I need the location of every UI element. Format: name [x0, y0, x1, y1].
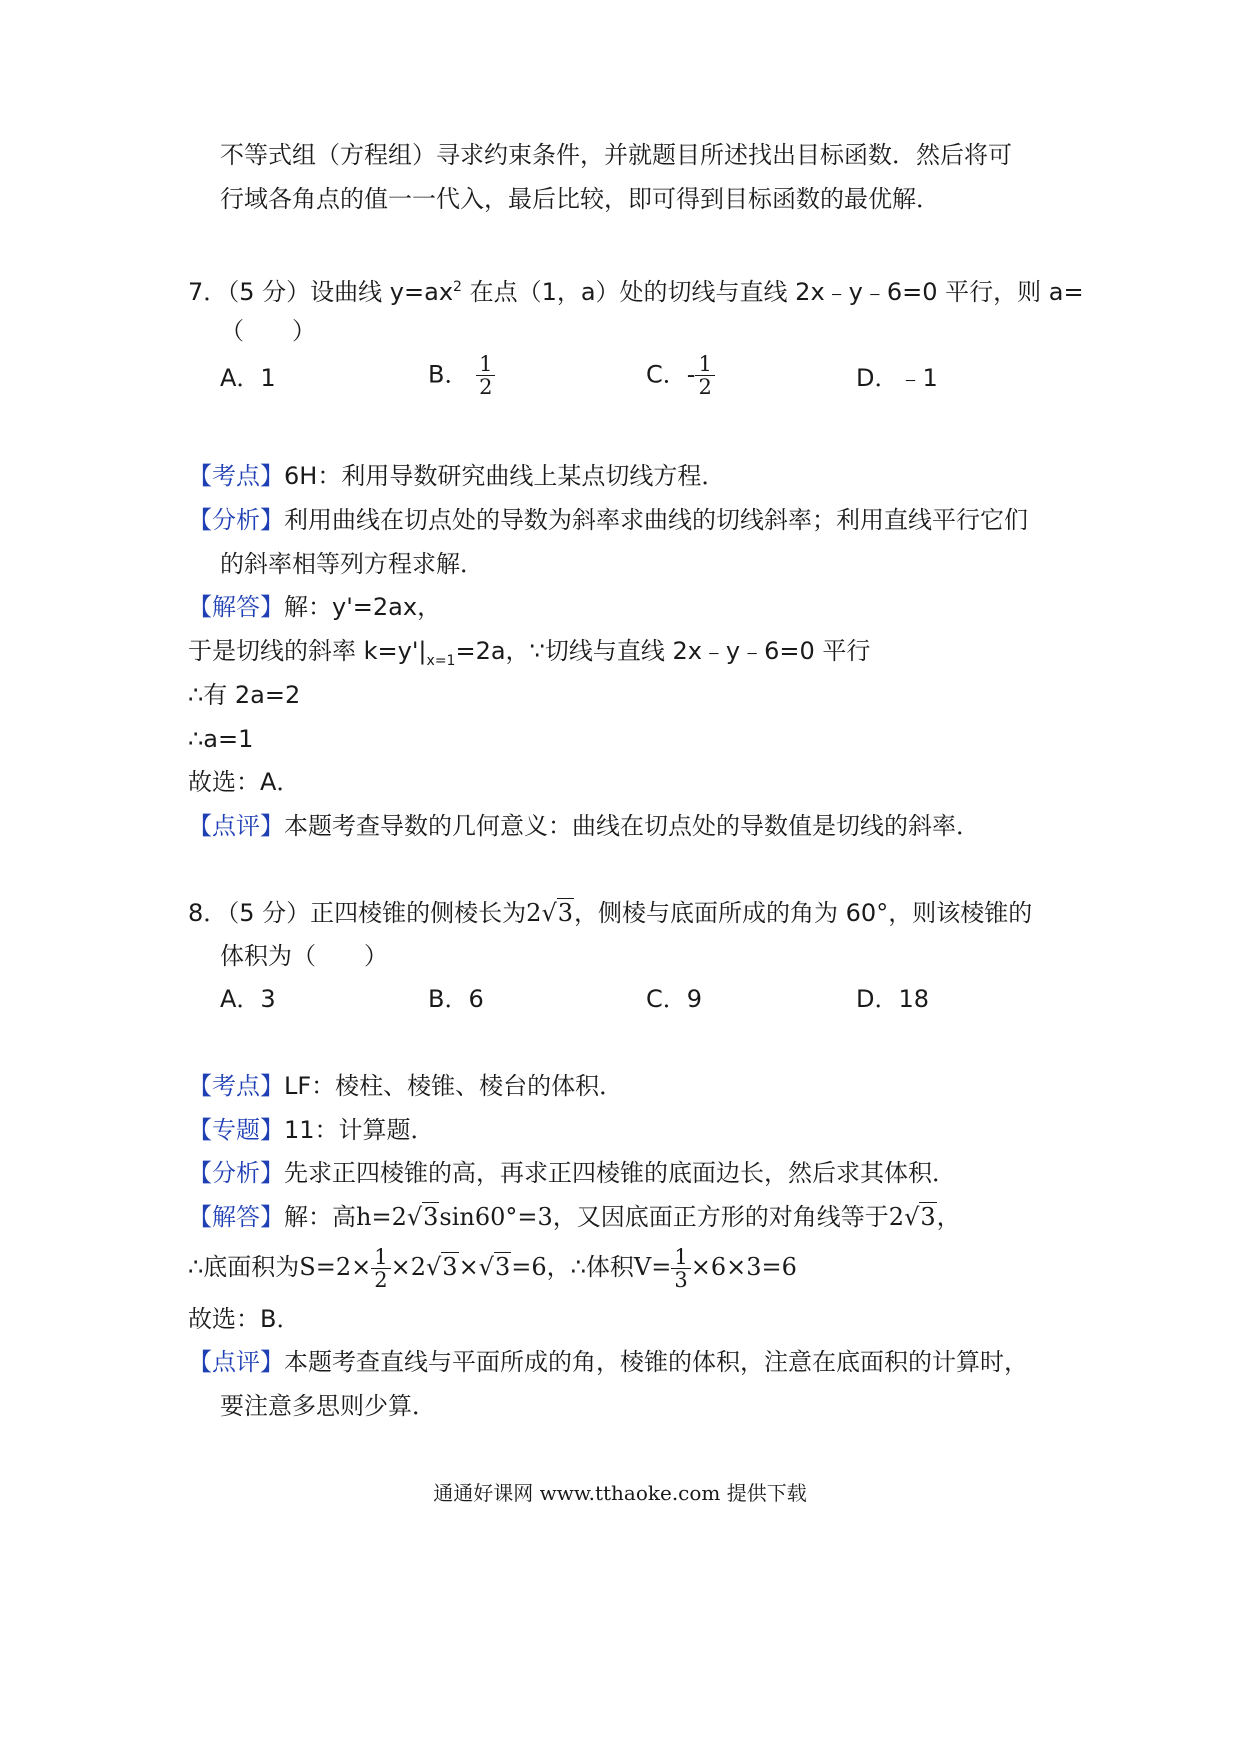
kaodian-tag: 【考点】	[188, 1072, 284, 1100]
q7-fenxi-line-2: 的斜率相等列方程求解．	[220, 550, 484, 578]
q8-zhuanti: 【专题】11：计算题．	[188, 1116, 435, 1144]
q7-solution-line-3: ∴a=1	[188, 725, 254, 753]
q8-dianping-line-1: 【点评】本题考查直线与平面所成的角，棱锥的体积，注意在底面积的计算时，	[188, 1348, 1028, 1376]
dianping-tag: 【点评】	[188, 1348, 284, 1376]
q7-solution-line-1: 于是切线的斜率 $k=y'|_{x=1}=2a$，∵切线与直线 2x﹣y﹣6=0 平行	[188, 637, 871, 669]
q7-kaodian: 【考点】6H：利用导数研究曲线上某点切线方程．	[188, 462, 726, 490]
q7-option-c-label: C．	[646, 360, 687, 389]
q8-kaodian: 【考点】LF：棱柱、棱锥、棱台的体积．	[188, 1072, 624, 1100]
q7-dianping: 【点评】本题考查导数的几何意义：曲线在切点处的导数值是切线的斜率．	[188, 812, 980, 840]
q7-solution-line-2: ∴有 2a=2	[188, 681, 301, 709]
q7-option-b	[428, 353, 495, 398]
prev-text-line-1: 不等式组（方程组）寻求约束条件，并就题目所述找出目标函数．然后将可	[220, 141, 1012, 169]
q8-jieda: 【解答】解：高h=2√3sin60°=3，又因底面正方形的对角线等于2√3，	[188, 1203, 961, 1231]
q7-option-d: D．﹣1	[856, 364, 938, 392]
zhuanti-tag: 【专题】	[188, 1116, 284, 1144]
q7-option-c: C．- $\frac{1}{2}$	[646, 353, 715, 398]
q7-option-b-fraction: $\frac{1}{2}$	[476, 353, 495, 398]
q7-option-a: A．1	[220, 364, 276, 392]
q7-option-c-fraction: $\frac{1}{2}$	[695, 353, 714, 398]
kaodian-tag: 【考点】	[188, 462, 284, 490]
q8-dianping-line-2: 要注意多思则少算．	[220, 1392, 436, 1420]
third-fraction: $\frac{1}{3}$	[671, 1246, 690, 1291]
q7-fenxi-line-1: 【分析】利用曲线在切点处的导数为斜率求曲线的切线斜率；利用直线平行它们	[188, 506, 1028, 534]
q8-option-c: C．9	[646, 985, 703, 1013]
q8-option-a: A．3	[220, 985, 276, 1013]
fenxi-tag: 【分析】	[188, 1159, 284, 1187]
q7-stem-line-2: （ ）	[220, 317, 316, 345]
q7-answer: 故选：A．	[188, 768, 301, 796]
dianping-tag: 【点评】	[188, 812, 284, 840]
prev-text-line-2: 行域各角点的值一一代入，最后比较，即可得到目标函数的最优解．	[220, 185, 940, 213]
q8-fenxi: 【分析】先求正四棱锥的高，再求正四棱锥的底面边长，然后求其体积．	[188, 1159, 956, 1187]
q8-option-d: D．18	[856, 985, 930, 1013]
jieda-tag: 【解答】	[188, 1203, 284, 1231]
q8-answer: 故选：B．	[188, 1305, 301, 1333]
q8-stem-line-2: 体积为（ ）	[220, 942, 388, 970]
sqrt-expression: √3	[541, 899, 574, 927]
q8-stem-line-1: 8．（5 分）正四棱锥的侧棱长为2√3，侧棱与底面所成的角为 60°，则该棱锥的	[188, 899, 1033, 927]
q8-area-line: ∴底面积为S=2× $\frac{1}{2}$ ×2√3×√3=6，∴体积V= $\frac{1}{3}$ ×6×3=6	[188, 1244, 797, 1292]
fenxi-tag: 【分析】	[188, 506, 284, 534]
q7-option-b-label: B．	[428, 360, 469, 389]
q7-stem-line-1: 7．（5 分）设曲线 $y=ax^2$ 在点（1，a）处的切线与直线 2x﹣y﹣6=0 平行，则 a=	[188, 278, 1084, 306]
half-fraction: $\frac{1}{2}$	[371, 1246, 390, 1291]
jieda-tag: 【解答】	[188, 593, 284, 621]
page-footer: 通通好课网 www.tthaoke.com 提供下载	[433, 1481, 807, 1505]
q8-option-b: B．6	[428, 985, 484, 1013]
q7-jieda: 【解答】解：y'=2ax，	[188, 593, 442, 621]
